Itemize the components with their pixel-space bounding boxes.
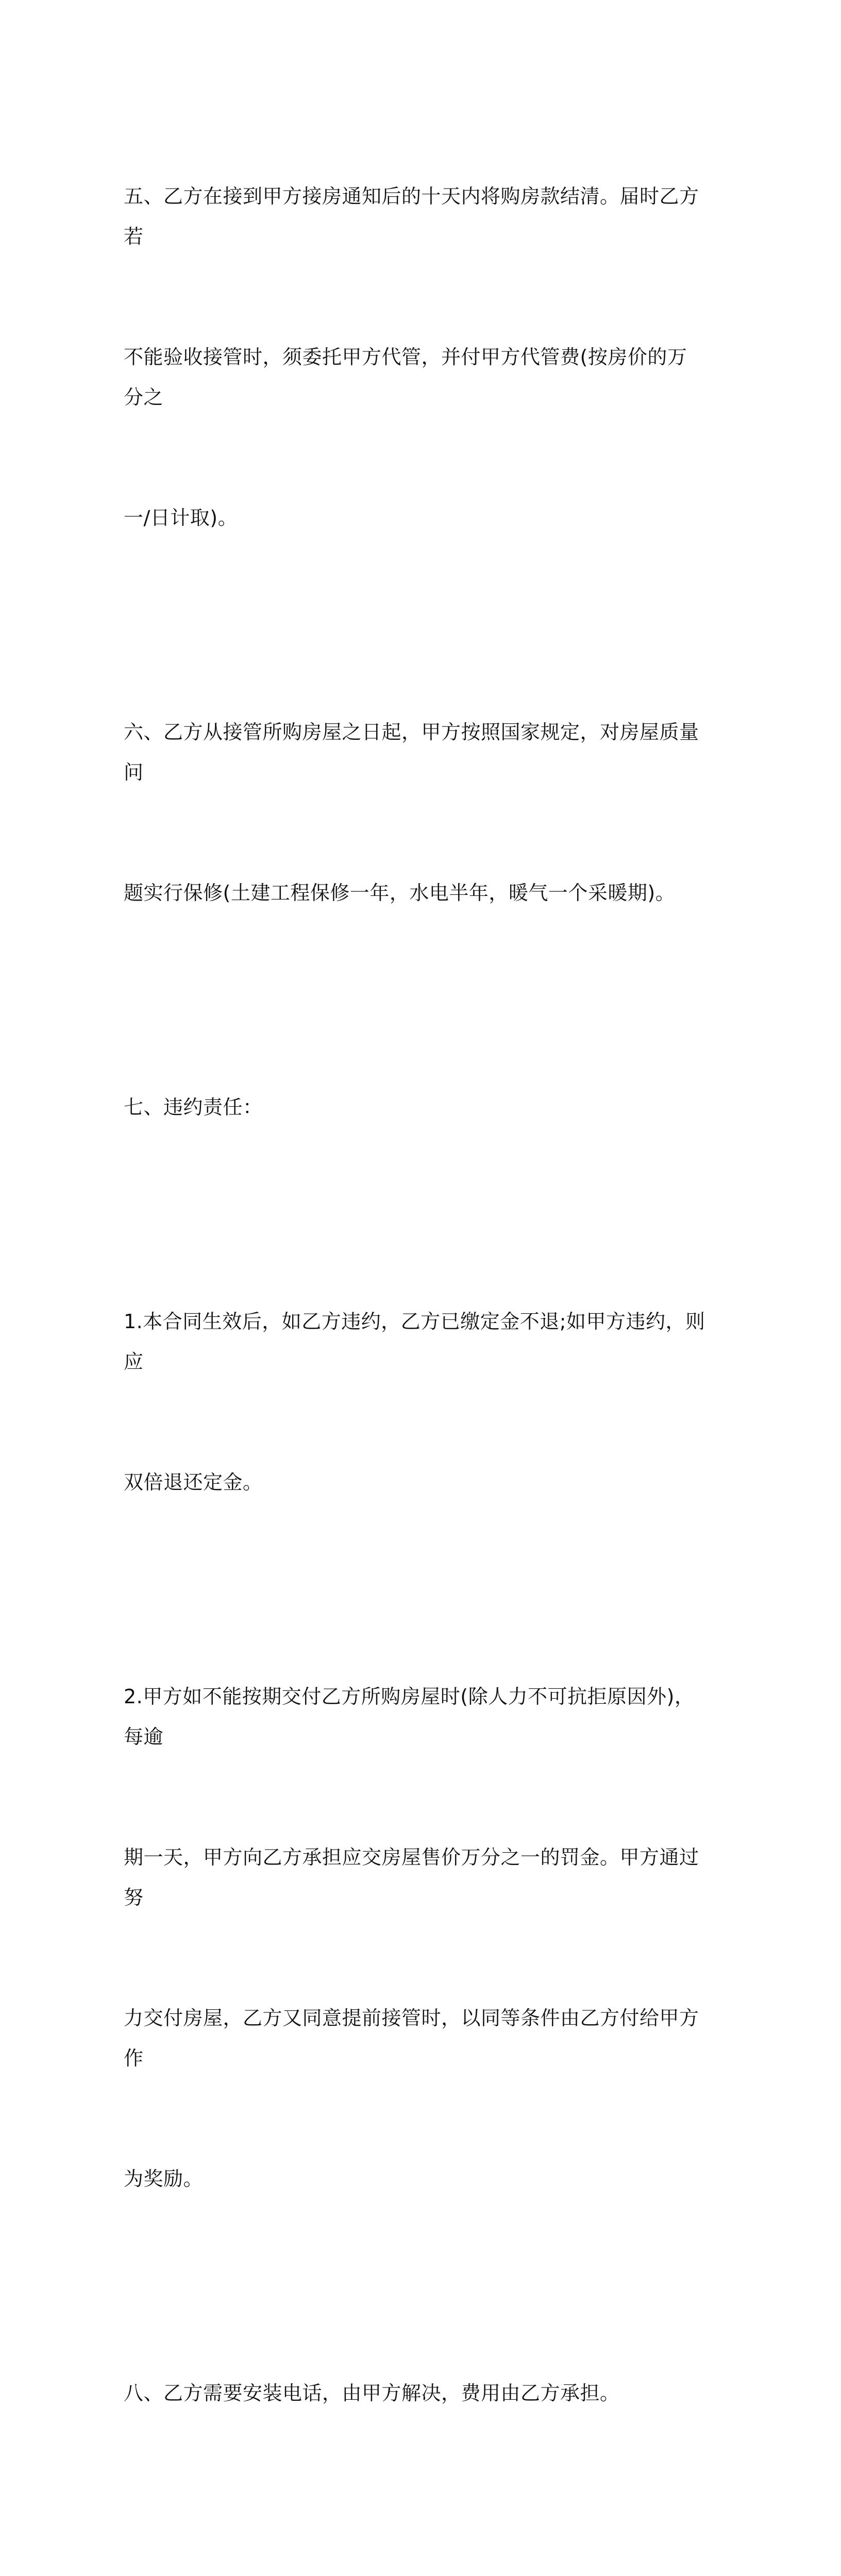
paragraph-line: 为奖励。 [124,2167,204,2190]
paragraph-line: 五、乙方在接到甲方接房通知后的十天内将购房款结清。届时乙方若 [124,185,699,248]
paragraph-line: 七、违约责任： [124,1096,263,1118]
paragraph-line: 题实行保修(土建工程保修一年，水电半年，暖气一个采暖期)。 [124,882,676,904]
paragraph-line: 力交付房屋，乙方又同意提前接管时，以同等条件由乙方付给甲方作 [124,2007,699,2070]
paragraph-line: 一/日计取)。 [124,506,238,529]
clause-7-2-paragraph [124,1596,706,2279]
clause-7-heading [124,1007,706,1208]
clause-8-paragraph [124,2293,706,2494]
clause-5-paragraph [124,96,706,618]
paragraph-line: 期一天，甲方向乙方承担应交房屋售价万分之一的罚金。甲方通过努 [124,1846,699,1909]
clause-7-1-paragraph [124,1221,706,1583]
paragraph-line: 八、乙方需要安装电话，由甲方解决，费用由乙方承担。 [124,2382,620,2404]
paragraph-line: 2.甲方如不能按期交付乙方所购房屋时(除人力不可抗拒原因外)，每逾 [124,1685,695,1748]
paragraph-line: 双倍退还定金。 [124,1471,263,1494]
clause-9-paragraph [124,2507,706,2576]
paragraph-line: 不能验收接管时，须委托甲方代管，并付甲方代管费(按房价的万分之 [124,346,687,409]
paragraph-line: 1.本合同生效后，如乙方违约，乙方已缴定金不退;如甲方违约，则应 [124,1310,705,1373]
document-body [124,96,706,2576]
paragraph-line: 六、乙方从接管所购房屋之日起，甲方按照国家规定，对房屋质量问 [124,721,699,784]
clause-6-paragraph [124,632,706,993]
